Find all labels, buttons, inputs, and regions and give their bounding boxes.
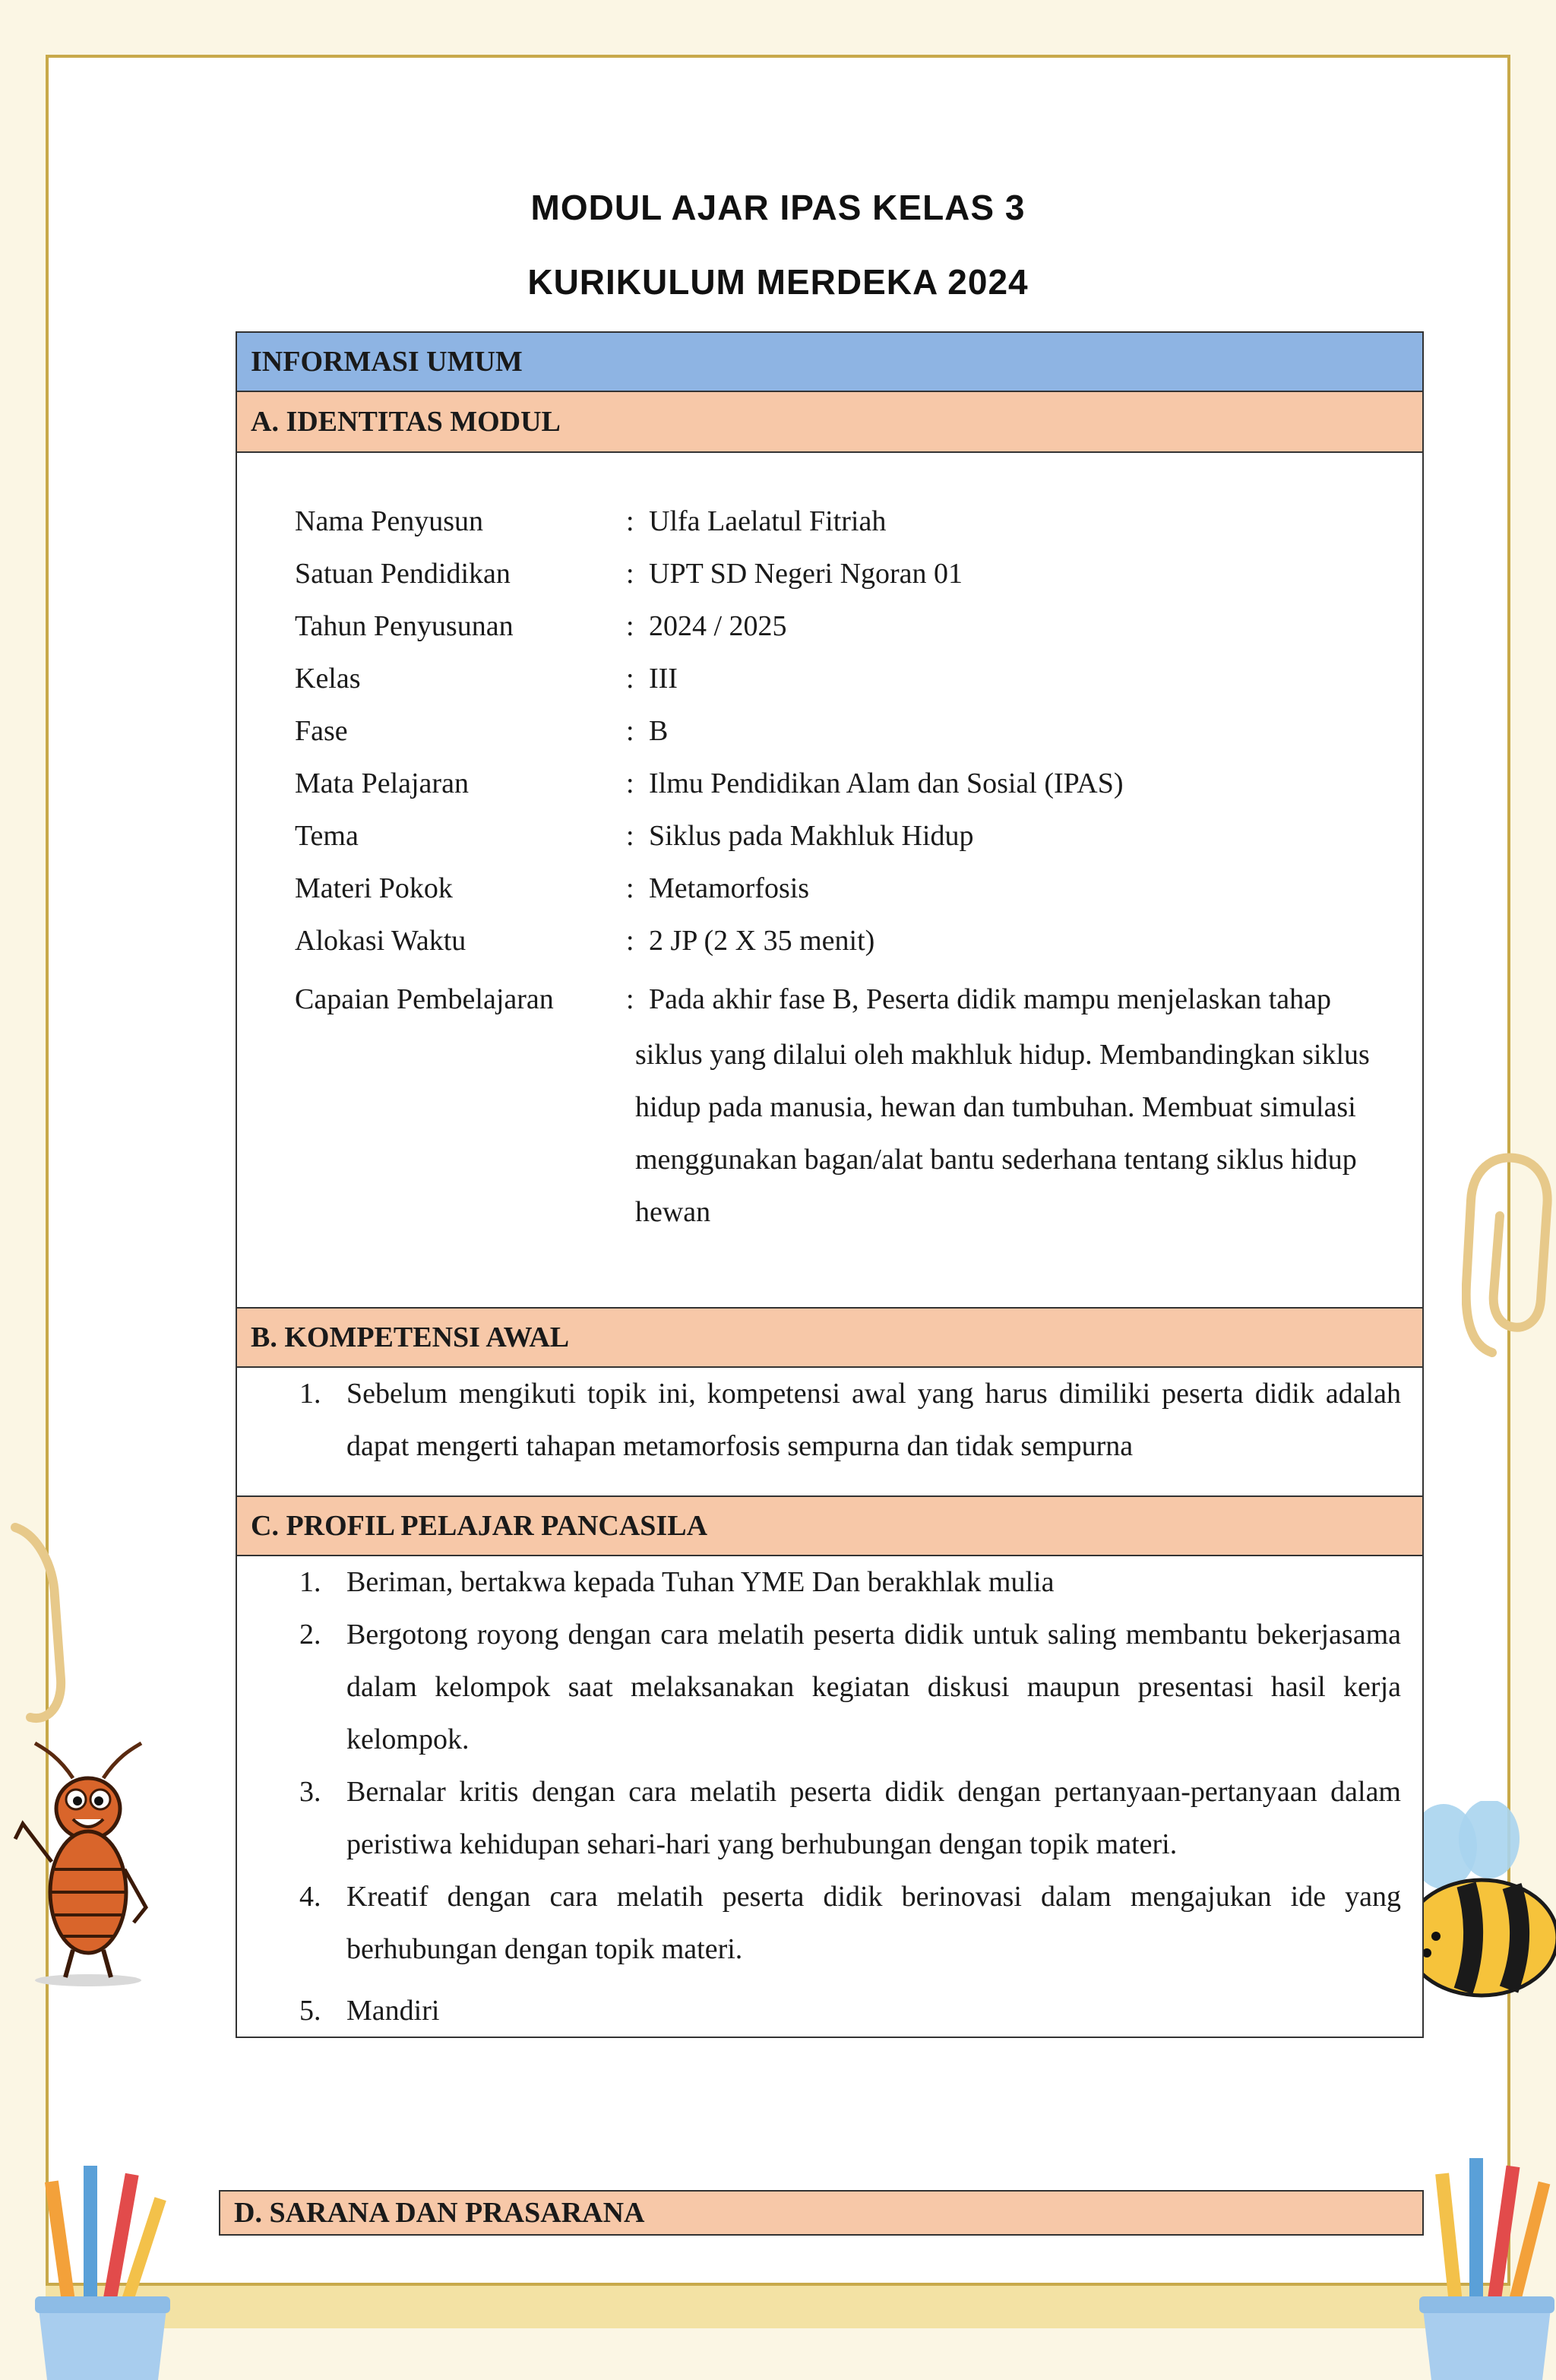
pencil-cup-left-icon — [30, 2151, 175, 2380]
profil-pelajar-header: C. PROFIL PELAJAR PANCASILA — [237, 1495, 1422, 1556]
paperclip-left-icon — [8, 1512, 76, 1733]
sarana-prasarana-header: D. SARANA DAN PRASARANA — [219, 2190, 1424, 2236]
capaian-text: siklus yang dilalui oleh makhluk hidup. Membandingkan siklus hidup pada manusia, hewan dan tumbuhan. Membuat simulasi menggunakan bagan/alat bantu sederhana tentang siklus hidup hewan — [635, 1039, 1370, 1228]
identitas-modul-header: A. IDENTITAS MODUL — [237, 392, 1422, 453]
page-bottom-band — [46, 2286, 1510, 2328]
informasi-umum-header: INFORMASI UMUM — [237, 333, 1422, 392]
document-title: MODUL AJAR IPAS KELAS 3 — [530, 188, 1026, 227]
kompetensi-awal-header: B. KOMPETENSI AWAL — [237, 1307, 1422, 1368]
cockroach-cartoon-icon — [12, 1740, 164, 1991]
pencil-cup-right-icon — [1412, 2143, 1556, 2380]
document-subtitle: KURIKULUM MERDEKA 2024 — [527, 262, 1029, 302]
paperclip-right-icon — [1462, 1147, 1556, 1368]
informasi-umum-table: INFORMASI UMUM A. IDENTITAS MODUL Nama Penyusun : Ulfa Laelatul Fitriah Satuan Pendidikan : UPT SD Negeri Ngoran 01 Tahun Penyusunan : 2024 / 2025 Kelas : III Fase : B Mata Pelajaran : Ilmu Pendidikan Alam dan Sosial (IPAS) Tema : Siklus pada Makhluk Hidup Materi Pokok : Metamorfosis Alokasi Waktu : 2 JP (2 X 35 menit) Capaian Pembelajaran : Pada akhir fase B, Peserta didik mampu menjelaskan tahap siklus yang dilalui oleh makhluk hidup. Membandingkan siklus hidup pada manusia, hewan dan tumbuhan. Membuat simulasi menggunakan bagan/alat bantu sederhana tentang siklus hidup hewan B. KOMPETENSI AWAL 1. Sebelum mengikuti topik ini, kompetensi awal yang harus dimiliki peserta didik adalah dapat mengerti tahapan metamorfosis sempurna dan tidak sempurna C. PROFIL PELAJAR PANCASILA 1. Beriman, bertakwa kepada Tuhan YME Dan berakhlak mulia 2. Bergotong royong dengan cara melatih peserta didik untuk saling membantu bekerjasama dalam kelompok saat melaksanakan kegiatan diskusi maupun presentasi hasil kerja kelompok. 3. Bernalar kritis dengan cara melatih peserta didik dengan pertanyaan-pertanyaan dalam peristiwa kehidupan sehari-hari yang berhubungan dengan topik materi. 4. Kreatif dengan cara melatih peserta didik berinovasi dalam mengajukan ide yang berhubungan dengan topik materi. 5. Mandiri — [236, 331, 1424, 2038]
